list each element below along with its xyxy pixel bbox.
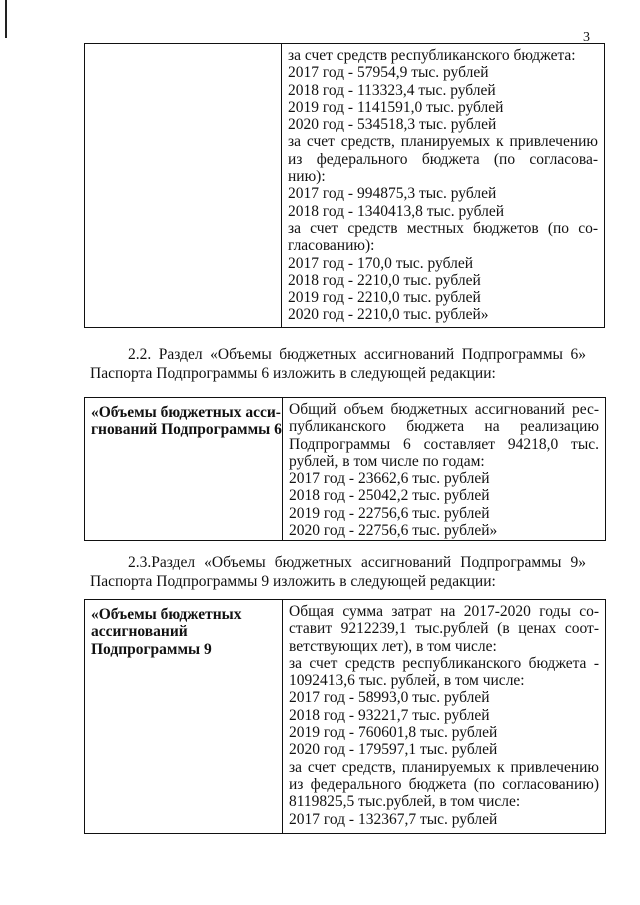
text-line: из федерального бюджета (по согласованию) xyxy=(289,775,599,793)
text-line: 2020 год - 534518,3 тыс. рублей xyxy=(288,116,497,134)
table-continuation xyxy=(84,43,605,328)
table-left-cell xyxy=(85,398,283,541)
text-line: 2017 год - 132367,7 тыс. рублей xyxy=(289,810,498,828)
text-line: за счет средств республиканского бюджета - xyxy=(289,654,599,672)
text-line: 1092413,6 тыс. рублей, в том числе: xyxy=(289,672,525,690)
text-line: из федерального бюджета (по согласова- xyxy=(288,150,598,168)
text-line: 8119825,5 тыс.рублей, в том числе: xyxy=(289,793,521,811)
text-line: 2018 год - 1340413,8 тыс. рублей xyxy=(288,202,505,220)
text-line: Общий объем бюджетных ассигнований рес- xyxy=(289,401,599,418)
text-line: гласованию): xyxy=(288,237,375,255)
paragraph-line: Паспорта Подпрограммы 6 изложить в следующей редакции: xyxy=(90,365,496,382)
text-line: 2018 год - 2210,0 тыс. рублей xyxy=(288,271,481,289)
text-line: за счет средств, планируемых к привлечению xyxy=(289,758,599,776)
text-line: 2017 год - 58993,0 тыс. рублей xyxy=(289,689,490,707)
text-line: ставит 9212239,1 тыс.рублей (в ценах соот- xyxy=(289,620,599,638)
text-line: 2017 год - 170,0 тыс. рублей xyxy=(288,254,474,272)
text-line: 2019 год - 1141591,0 тыс. рублей xyxy=(288,98,504,116)
table-subprogram-6 xyxy=(84,397,606,541)
text-line: 2020 год - 2210,0 тыс. рублей» xyxy=(288,306,489,324)
text-line: рублей, в том числе по годам: xyxy=(289,452,485,470)
text-line: за счет средств республиканского бюджета: xyxy=(288,47,576,64)
cell-title-line: «Объемы бюджетных асси- xyxy=(91,404,281,421)
paragraph-line: Паспорта Подпрограммы 9 изложить в следующей редакции: xyxy=(90,573,496,590)
text-line: 2018 год - 113323,4 тыс. рублей xyxy=(288,81,496,99)
cell-title-line: Подпрограммы 9 xyxy=(91,640,212,658)
text-line: 2018 год - 93221,7 тыс. рублей xyxy=(289,706,490,724)
table-subprogram-9 xyxy=(84,599,606,834)
text-line: публиканского бюджета на реализацию xyxy=(289,418,599,436)
text-line: за счет средств местных бюджетов (по со- xyxy=(288,219,598,237)
text-line: 2019 год - 2210,0 тыс. рублей xyxy=(288,289,481,307)
text-line: Подпрограммы 6 составляет 94218,0 тыс. xyxy=(289,435,599,453)
page-number: 3 xyxy=(583,30,590,45)
text-line: Общая сумма затрат на 2017-2020 годы со- xyxy=(289,603,599,620)
cell-title-line: ассигнований xyxy=(91,623,188,641)
text-line: 2019 год - 22756,6 тыс. рублей xyxy=(289,504,490,522)
text-line: за счет средств, планируемых к привлечению xyxy=(288,133,598,151)
text-line: 2017 год - 57954,9 тыс. рублей xyxy=(288,64,489,82)
cell-title-line: «Объемы бюджетных xyxy=(91,606,242,623)
margin-mark xyxy=(5,0,7,38)
text-line: 2020 год - 179597,1 тыс. рублей xyxy=(289,741,498,759)
table-right-cell xyxy=(283,398,606,541)
paragraph-line: 2.2. Раздел «Объемы бюджетных ассигнований Подпрограммы 6» xyxy=(128,346,586,363)
paragraph-line: 2.3.Раздел «Объемы бюджетных ассигнований Подпрограммы 9» xyxy=(128,554,586,571)
text-line: 2018 год - 25042,2 тыс. рублей xyxy=(289,487,490,505)
table-left-cell xyxy=(85,600,283,834)
paragraph-2-3 xyxy=(90,553,586,591)
text-line: 2017 год - 994875,3 тыс. рублей xyxy=(288,185,497,203)
text-line: 2019 год - 760601,8 тыс. рублей xyxy=(289,724,498,742)
table-right-cell xyxy=(282,44,605,328)
paragraph-2-2 xyxy=(90,345,586,383)
text-line: 2020 год - 22756,6 тыс. рублей» xyxy=(289,522,498,540)
table-left-cell xyxy=(85,44,282,328)
text-line: нию): xyxy=(288,168,326,186)
text-line: ветствующих лет), в том числе: xyxy=(289,637,497,655)
cell-title-line: гнований Подпрограммы 6 xyxy=(91,421,282,439)
text-line: 2017 год - 23662,6 тыс. рублей xyxy=(289,470,490,488)
table-right-cell xyxy=(283,600,606,834)
